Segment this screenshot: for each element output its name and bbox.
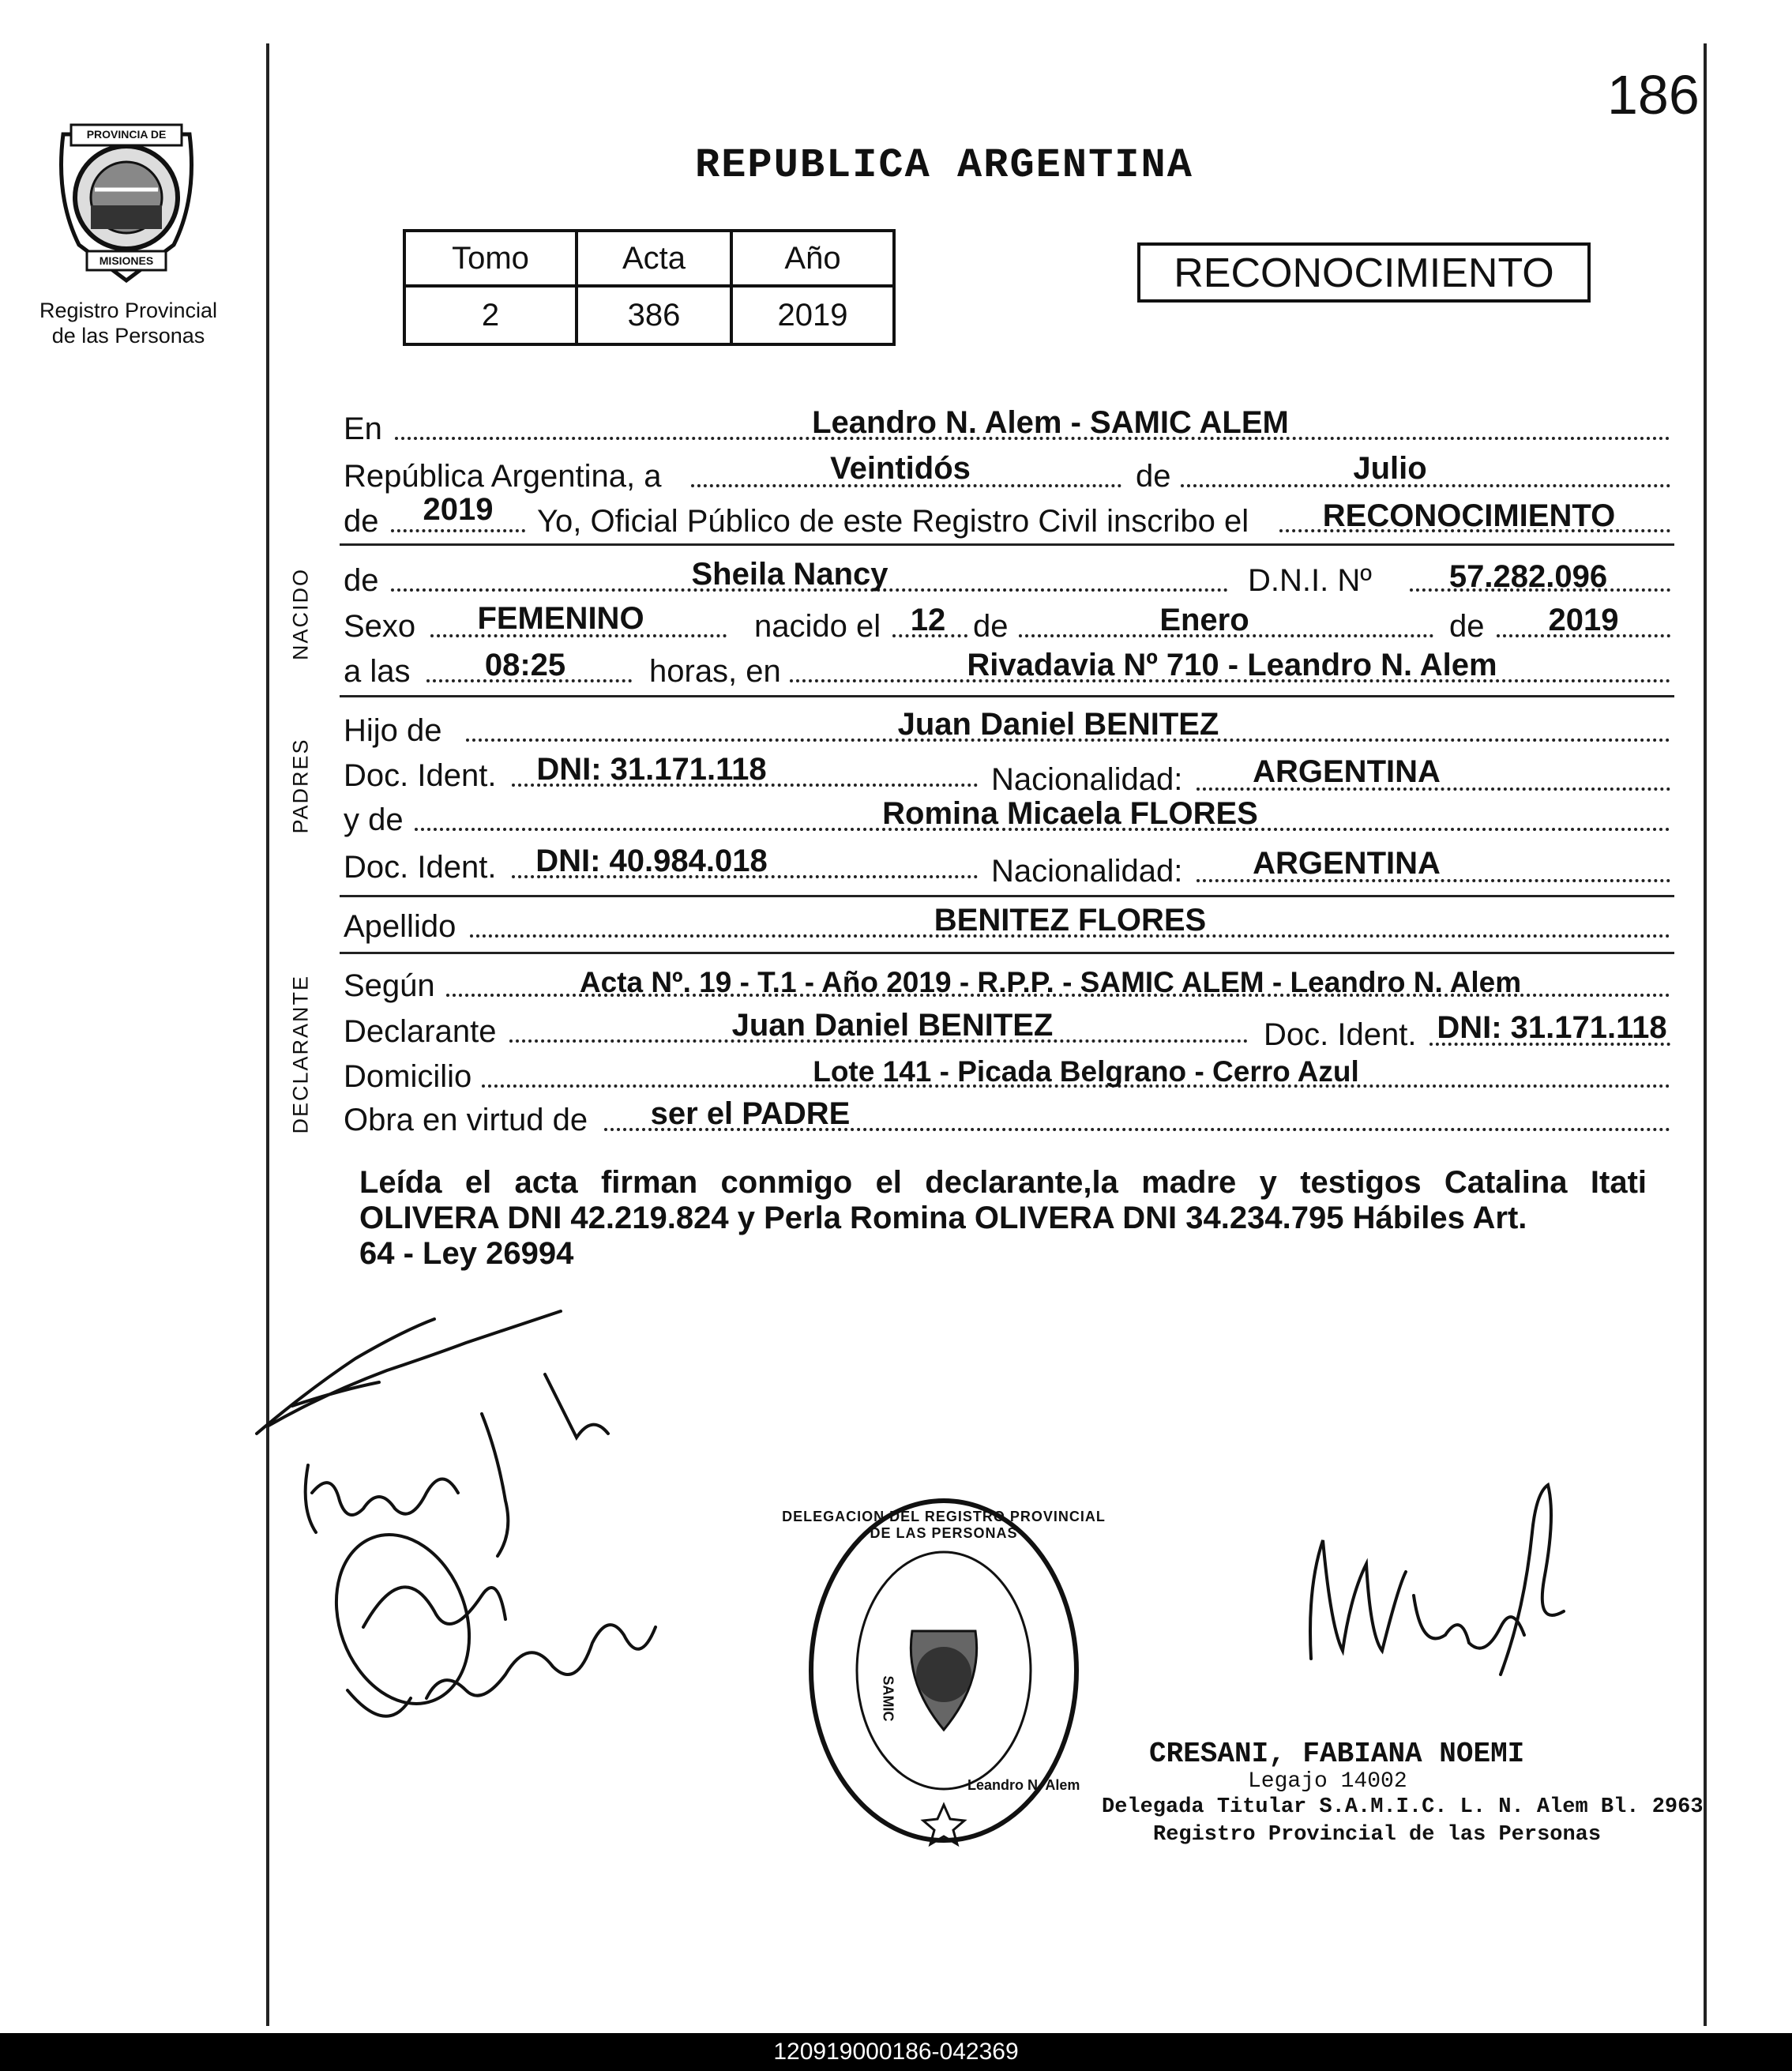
value-tipo: RECONOCIMIENTO (1322, 498, 1616, 533)
signatures-group (245, 1295, 687, 1738)
signature-scribble-2 (306, 1374, 608, 1556)
emblem-text-bottom: MISIONES (99, 254, 154, 267)
official-name: CRESANI, FABIANA NOEMI (1149, 1738, 1525, 1770)
side-label-declarante: DECLARANTE (288, 974, 313, 1134)
right-margin-line (1704, 43, 1707, 2026)
value-anio-nac: 2019 (1548, 603, 1619, 637)
header-tomo: Tomo (404, 231, 577, 286)
header-anio: Año (731, 231, 894, 286)
footer-code: 120919000186-042369 (773, 2039, 1019, 2065)
value-madre-doc: DNI: 40.984.018 (535, 844, 768, 878)
section-divider-4 (340, 952, 1674, 954)
label-en: En (344, 412, 382, 446)
label-y-de: y de (344, 802, 404, 837)
section-divider-1 (340, 543, 1674, 546)
value-padre: Juan Daniel BENITEZ (897, 707, 1219, 742)
side-label-nacido: NACIDO (288, 568, 313, 661)
signature-scribble-1 (257, 1311, 561, 1434)
value-hora: 08:25 (484, 648, 566, 682)
dots-anio (391, 529, 525, 532)
value-anio: 2019 (423, 492, 494, 527)
label-segun: Según (344, 968, 435, 1003)
doc-type-box (1137, 242, 1591, 303)
signature-scribble-4 (426, 1625, 656, 1698)
value-dia-nac: 12 (910, 603, 946, 637)
label-inscribo: Yo, Oficial Público de este Registro Civil inscribo el (537, 504, 1249, 539)
official-org: Registro Provincial de las Personas (1153, 1823, 1602, 1847)
label-obra: Obra en virtud de (344, 1103, 588, 1137)
label-dni: D.N.I. Nº (1248, 563, 1372, 598)
value-dia: Veintidós (830, 451, 971, 486)
label-de-mes: de (1136, 459, 1171, 494)
label-nacido-el: nacido el (754, 609, 881, 644)
provincial-logo (47, 111, 205, 292)
value-apellido: BENITEZ FLORES (934, 903, 1207, 938)
label-republica: República Argentina, a (344, 459, 662, 494)
value-madre: Romina Micaela FLORES (882, 796, 1258, 831)
official-stamp (782, 1493, 1106, 1848)
label-apellido: Apellido (344, 909, 456, 944)
country-title: REPUBLICA ARGENTINA (695, 142, 1193, 189)
label-sexo: Sexo (344, 609, 416, 644)
value-declarante-doc: DNI: 31.171.118 (1437, 1010, 1667, 1045)
stamp-ring-text: DELEGACION DEL REGISTRO PROVINCIAL DE LAS PERSONAS (782, 1509, 1106, 1541)
label-domicilio: Domicilio (344, 1059, 472, 1094)
section-divider-3 (340, 895, 1674, 897)
value-mes: Julio (1353, 451, 1427, 486)
side-label-padres: PADRES (288, 738, 313, 834)
section-divider-2 (340, 695, 1674, 697)
logo-caption-1: Registro Provincial (39, 299, 218, 322)
value-padre-doc: DNI: 31.171.118 (536, 752, 767, 787)
value-segun: Acta Nº. 19 - T.1 - Año 2019 - R.P.P. - SAMIC ALEM - Leandro N. Alem (579, 966, 1522, 998)
page-number: 186 (1607, 64, 1700, 126)
header-acta: Acta (577, 231, 731, 286)
logo-caption-2: de las Personas (51, 324, 205, 348)
doc-type-label: RECONOCIMIENTO (1174, 250, 1554, 296)
official-legajo: Legajo 14002 (1248, 1769, 1407, 1794)
label-nacionalidad-1: Nacionalidad: (991, 762, 1183, 797)
closing-line-2: OLIVERA DNI 42.219.824 y Perla Romina OLIVERA DNI 34.234.795 Hábiles Art. (359, 1201, 1527, 1235)
label-horas-en: horas, en (649, 654, 781, 689)
label-de-mes-nac: de (973, 609, 1009, 644)
stamp-inner-right: Leandro N. Alem (967, 1777, 1080, 1793)
label-declarante: Declarante (344, 1014, 497, 1049)
stamp-seal-icon (802, 1493, 1086, 1848)
value-sexo: FEMENINO (477, 601, 644, 636)
value-padre-nac: ARGENTINA (1253, 754, 1441, 789)
footer-bar (0, 2033, 1792, 2071)
value-domicilio: Lote 141 - Picada Belgrano - Cerro Azul (813, 1055, 1359, 1088)
value-lugar: Leandro N. Alem - SAMIC ALEM (812, 405, 1289, 440)
value-mes-nac: Enero (1159, 603, 1249, 637)
official-signature (1295, 1469, 1580, 1706)
label-de-nombre: de (344, 563, 379, 598)
label-a-las: a las (344, 654, 411, 689)
value-madre-nac: ARGENTINA (1253, 846, 1441, 881)
value-lugar-nac: Rivadavia Nº 710 - Leandro N. Alem (967, 648, 1497, 682)
value-tomo: 2 (404, 286, 577, 344)
label-nacionalidad-2: Nacionalidad: (991, 854, 1183, 889)
value-anio: 2019 (731, 286, 894, 344)
label-de-anio-nac: de (1449, 609, 1485, 644)
label-de-anio: de (344, 504, 379, 539)
official-role: Delegada Titular S.A.M.I.C. L. N. Alem Bl. 2963 (1102, 1795, 1704, 1819)
label-doc-ident-2: Doc. Ident. (344, 850, 497, 885)
label-doc-ident-1: Doc. Ident. (344, 758, 497, 793)
value-nombre: Sheila Nancy (691, 557, 888, 592)
stamp-inner-left: SAMIC (880, 1675, 896, 1722)
closing-line-1: Leída el acta firman conmigo el declarante,la madre y testigos Catalina Itati (359, 1165, 1647, 1200)
record-table (403, 229, 896, 346)
closing-line-3: 64 - Ley 26994 (359, 1236, 574, 1271)
value-acta: 386 (577, 286, 731, 344)
value-dni: 57.282.096 (1448, 559, 1608, 594)
value-declarante: Juan Daniel BENITEZ (731, 1008, 1054, 1043)
label-doc-ident-decl: Doc. Ident. (1264, 1017, 1417, 1052)
emblem-text-top: PROVINCIA DE (86, 128, 167, 141)
label-hijo-de: Hijo de (344, 713, 442, 748)
value-obra: ser el PADRE (650, 1096, 851, 1131)
